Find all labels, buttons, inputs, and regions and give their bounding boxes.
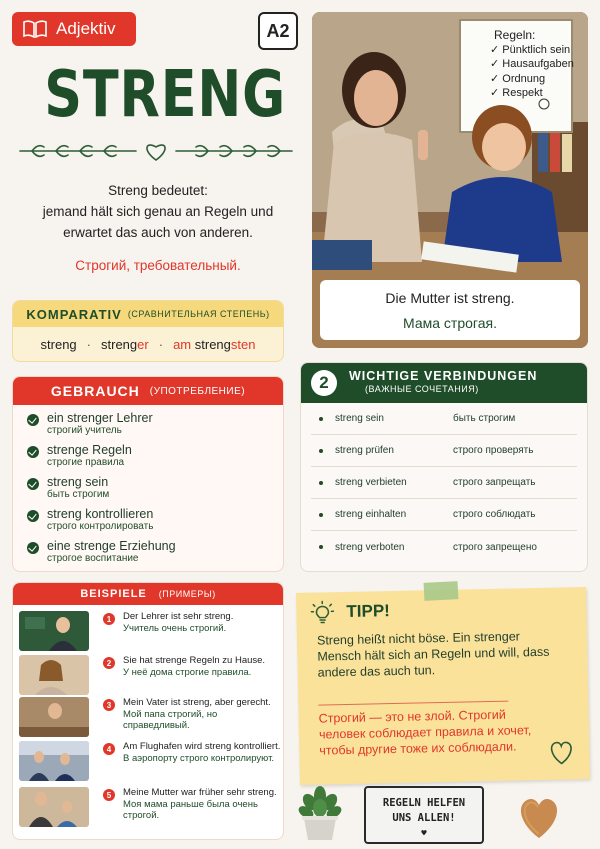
example-number-badge: 2 bbox=[103, 657, 115, 669]
example-thumbnail bbox=[19, 697, 89, 737]
example-thumbnail bbox=[19, 741, 89, 781]
check-icon bbox=[27, 510, 39, 522]
table-row: streng verboten строго запрещено bbox=[311, 531, 577, 563]
lightbox-sign: REGELN HELFEN UNS ALLEN! ♥ bbox=[364, 786, 484, 844]
leaf-divider-icon bbox=[18, 138, 294, 164]
example-number-badge: 3 bbox=[103, 699, 115, 711]
plant-icon bbox=[298, 782, 342, 842]
bullet-icon bbox=[319, 513, 323, 517]
example-thumbnail bbox=[19, 655, 89, 695]
definition-translation: Строгий, требовательный. bbox=[75, 258, 241, 273]
gebrauch-list bbox=[13, 405, 283, 571]
bullet-icon bbox=[319, 545, 323, 549]
verbindungen-table bbox=[301, 403, 587, 563]
section-number-badge: 2 bbox=[311, 370, 337, 396]
verbindungen-header: 2 WICHTIGE VERBINDUNGEN (ВАЖНЫЕ СОЧЕТАНИЯ) bbox=[301, 363, 587, 403]
wooden-heart-icon bbox=[514, 792, 564, 842]
heart-icon bbox=[547, 739, 576, 766]
list-item: eine strenge Erziehung строгое воспитание bbox=[27, 539, 283, 571]
check-icon bbox=[27, 414, 39, 426]
book-icon bbox=[22, 20, 48, 38]
tipp-text-ru: Строгий — это не злой. Строгий человек соблюдает правила и хочет, чтобы другие тоже их соблюдали. bbox=[318, 707, 532, 758]
tipp-note bbox=[296, 587, 590, 785]
table-row: streng einhalten строго соблюдать bbox=[311, 499, 577, 531]
example-thumbnail bbox=[19, 787, 89, 827]
lightbulb-icon bbox=[310, 600, 334, 624]
list-item: streng kontrollieren строго контролировать bbox=[27, 507, 283, 539]
table-row: streng prüfen строго проверять bbox=[311, 435, 577, 467]
verbindungen-panel bbox=[300, 362, 588, 572]
rules-board: Regeln: ✓ Pünktlich sein ✓ Hausaufgaben ✓ Ordnung ✓ Respekt bbox=[490, 28, 574, 99]
heart-icon: ♥ bbox=[421, 829, 427, 839]
bullet-icon bbox=[319, 449, 323, 453]
table-row: streng sein быть строгим bbox=[311, 403, 577, 435]
list-item: strenge Regeln строгие правила bbox=[27, 443, 283, 475]
page-title: STRENG bbox=[44, 58, 287, 132]
komparativ-header: KOMPARATIV (СРАВНИТЕЛЬНАЯ СТЕПЕНЬ) bbox=[13, 301, 283, 327]
tag-label: Adjektiv bbox=[56, 19, 116, 38]
tipp-divider bbox=[318, 701, 508, 706]
gebrauch-header: GEBRAUCH (УПОТРЕБЛЕНИЕ) bbox=[13, 377, 283, 405]
list-item: ein strenger Lehrer строгий учитель bbox=[27, 411, 283, 443]
check-icon bbox=[27, 446, 39, 458]
tape-strip bbox=[424, 581, 459, 601]
example-number-badge: 4 bbox=[103, 743, 115, 755]
komparativ-forms: streng · strenger · am strengsten bbox=[40, 336, 256, 352]
photo-caption: Die Mutter ist streng. Мама строгая. bbox=[320, 280, 580, 340]
gebrauch-panel bbox=[12, 376, 284, 572]
definition-text: Streng bedeutet: jemand hält sich genau an Regeln und erwartet das auch von anderen. bbox=[42, 183, 274, 240]
beispiele-panel: BEISPIELE (ПРИМЕРЫ) 1 Der Lehrer ist sehr streng. Учитель очень строгий. 2 Sie hat strenge Regeln zu Hause. У неё дома строгие правила. 3 Mein Vater ist streng, aber gerecht. Мой папа строгий, но справедливый. 4 Am Flughafen wird streng kontrolliert. В аэропорту строго контролируют. 5 Meine Mutter war früher sehr streng. Моя мама раньше была очень строгой. bbox=[12, 582, 284, 840]
table-row: streng verbieten строго запрещать bbox=[311, 467, 577, 499]
example-thumbnail bbox=[19, 611, 89, 651]
level-badge: A2 bbox=[258, 12, 298, 50]
illustration-photo bbox=[312, 12, 588, 348]
tipp-text-de: Streng heißt nicht böse. Ein strenger Mensch hält sich an Regeln und will, dass andere das auch tun. bbox=[316, 629, 550, 680]
bullet-icon bbox=[319, 417, 323, 421]
list-item: streng sein быть строгим bbox=[27, 475, 283, 507]
word-type-tag bbox=[12, 12, 136, 46]
tipp-title: TIPP! bbox=[346, 601, 391, 622]
example-number-badge: 5 bbox=[103, 789, 115, 801]
check-icon bbox=[27, 478, 39, 490]
example-number-badge: 1 bbox=[103, 613, 115, 625]
beispiele-header: BEISPIELE (ПРИМЕРЫ) bbox=[13, 583, 283, 605]
bullet-icon bbox=[319, 481, 323, 485]
check-icon bbox=[27, 542, 39, 554]
komparativ-box bbox=[12, 300, 284, 362]
